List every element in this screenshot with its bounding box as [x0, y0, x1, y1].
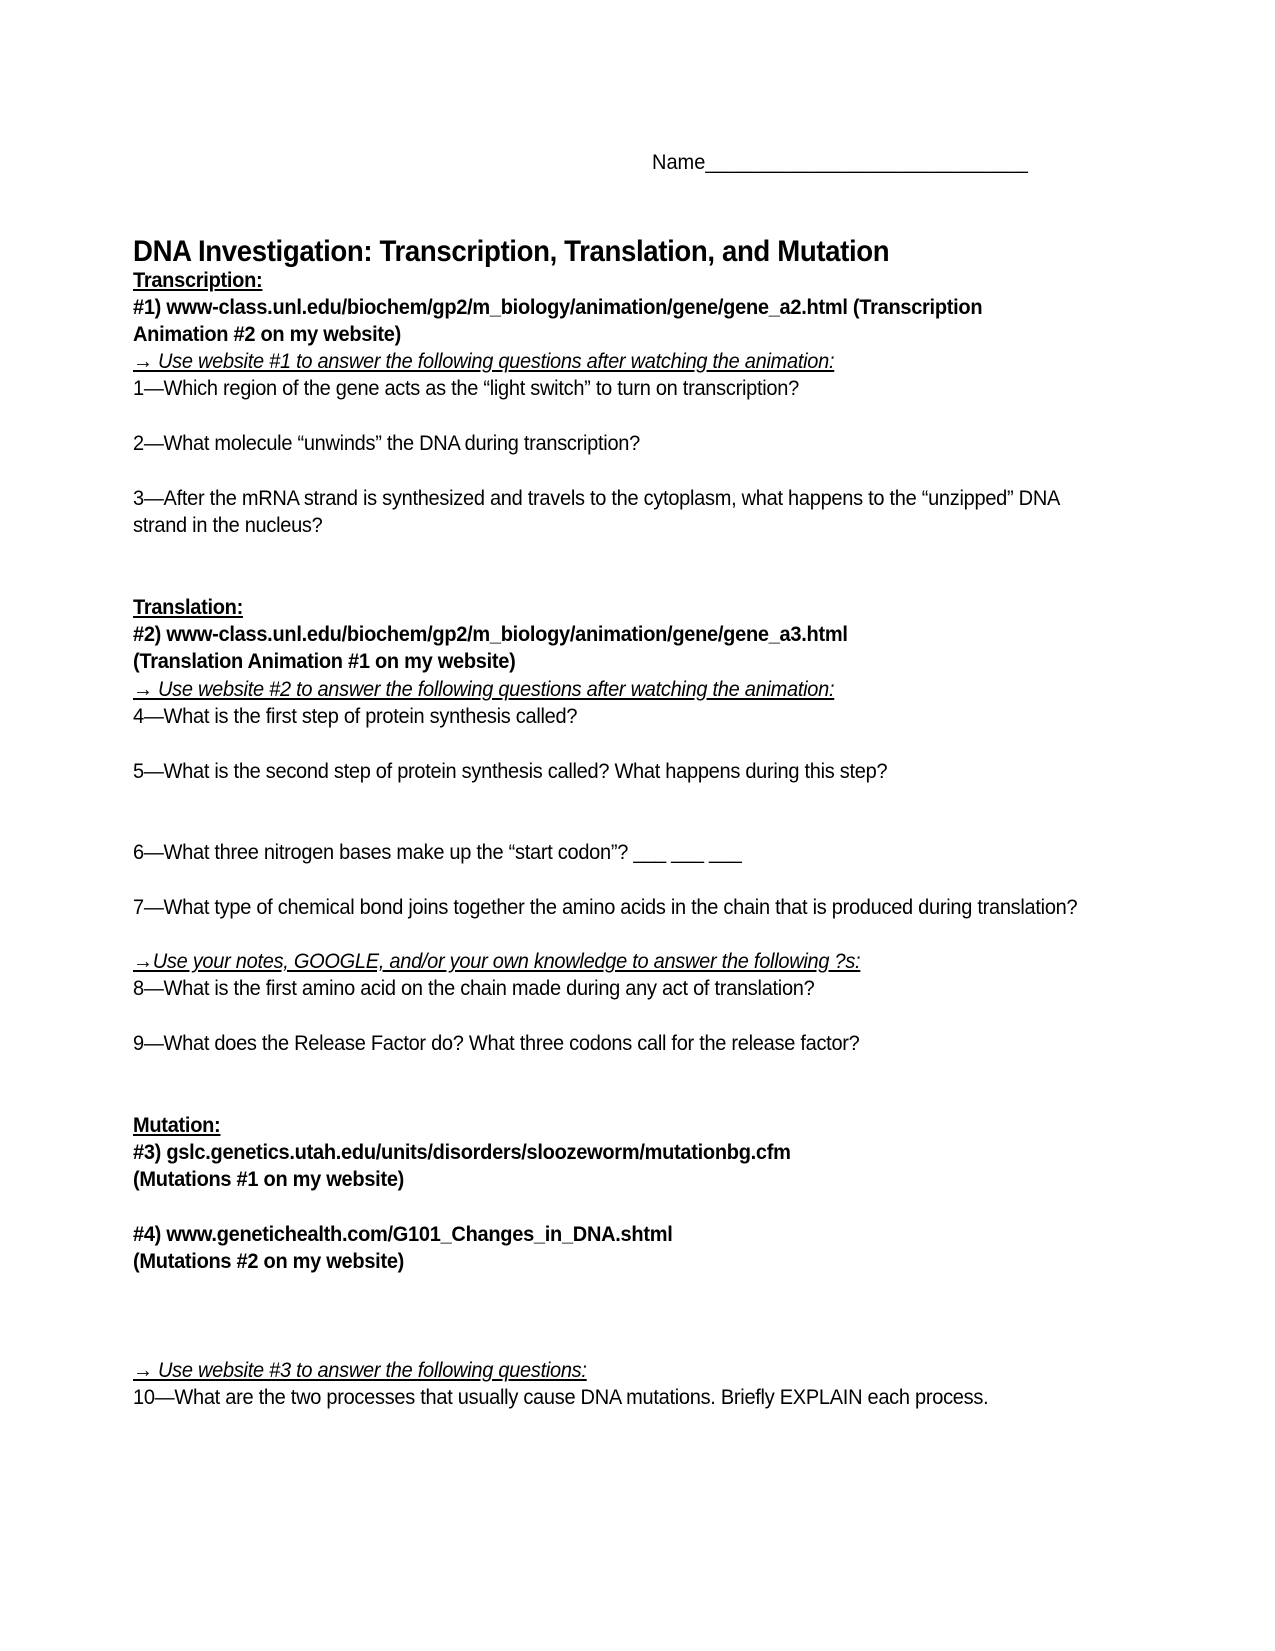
transcription-website-link[interactable]: #1) www-class.unl.edu/biochem/gp2/m_biology/animation/gene/gene_a2.html (Transcription: [133, 295, 983, 319]
name-field[interactable]: Name_____________________________: [652, 150, 1028, 174]
translation-website-note: (Translation Animation #1 on my website): [133, 649, 516, 673]
question-1: 1—Which region of the gene acts as the “light switch” to turn on transcription?: [133, 376, 799, 400]
transcription-heading: Transcription:: [133, 268, 263, 292]
mutation-heading: Mutation:: [133, 1113, 221, 1137]
question-10: 10—What are the two processes that usually cause DNA mutations. Briefly EXPLAIN each process.: [133, 1385, 989, 1409]
question-3-line-1: 3—After the mRNA strand is synthesized and travels to the cytoplasm, what happens to the “unzipped” DNA: [133, 486, 1061, 510]
translation-heading: Translation:: [133, 595, 243, 619]
question-4: 4—What is the first step of protein synthesis called?: [133, 704, 578, 728]
mutation-instruction: → Use website #3 to answer the following questions:: [133, 1358, 587, 1382]
translation-instruction: → Use website #2 to answer the following questions after watching the animation:: [133, 677, 835, 701]
mutation-website-3-link[interactable]: #3) gslc.genetics.utah.edu/units/disorders/sloozeworm/mutationbg.cfm: [133, 1140, 791, 1164]
question-8: 8—What is the first amino acid on the chain made during any act of translation?: [133, 976, 815, 1000]
question-3-line-2: strand in the nucleus?: [133, 513, 323, 537]
translation-website-link[interactable]: #2) www-class.unl.edu/biochem/gp2/m_biology/animation/gene/gene_a3.html: [133, 622, 848, 646]
mutation-website-4-note: (Mutations #2 on my website): [133, 1249, 405, 1273]
transcription-website-note: Animation #2 on my website): [133, 322, 402, 346]
mutation-website-3-note: (Mutations #1 on my website): [133, 1167, 405, 1191]
question-7: 7—What type of chemical bond joins together the amino acids in the chain that is produced during translation?: [133, 895, 1078, 919]
question-6: 6—What three nitrogen bases make up the “start codon”? ___ ___ ___: [133, 840, 742, 864]
transcription-instruction: → Use website #1 to answer the following questions after watching the animation:: [133, 349, 835, 373]
mutation-website-4-link[interactable]: #4) www.genetichealth.com/G101_Changes_in_DNA.shtml: [133, 1222, 673, 1246]
page-title: DNA Investigation: Transcription, Translation, and Mutation: [133, 235, 890, 268]
question-9: 9—What does the Release Factor do? What three codons call for the release factor?: [133, 1031, 860, 1055]
question-2: 2—What molecule “unwinds” the DNA during transcription?: [133, 431, 640, 455]
question-5: 5—What is the second step of protein synthesis called? What happens during this step?: [133, 759, 888, 783]
notes-instruction: →Use your notes, GOOGLE, and/or your own knowledge to answer the following ?s:: [133, 949, 861, 973]
